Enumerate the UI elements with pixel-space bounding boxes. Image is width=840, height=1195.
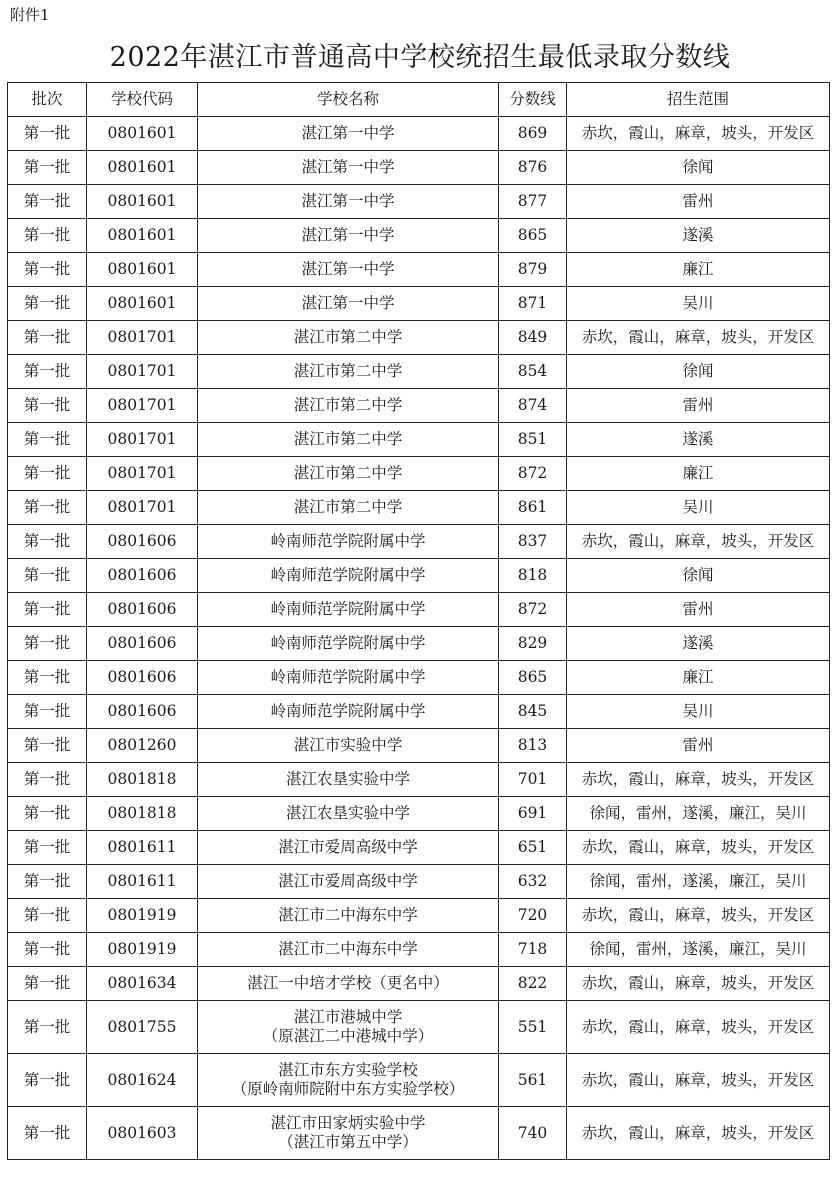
cell-enrollment-area: 赤坎，霞山，麻章，坡头，开发区	[567, 1001, 830, 1054]
cell-school-code: 0801260	[87, 729, 198, 763]
cell-score: 851	[499, 423, 567, 457]
cell-batch: 第一批	[8, 525, 87, 559]
header-batch: 批次	[8, 83, 87, 117]
table-header-row	[8, 83, 830, 117]
cell-school-name	[198, 559, 499, 593]
cell-school-name	[198, 831, 499, 865]
table-row	[8, 1054, 830, 1107]
school-name-text: 湛江一中培才学校（更名中）	[247, 974, 449, 992]
cell-school-name	[198, 185, 499, 219]
cell-batch: 第一批	[8, 627, 87, 661]
cell-enrollment-area: 遂溪	[567, 423, 830, 457]
table-row	[8, 185, 830, 219]
cell-school-code: 0801818	[87, 763, 198, 797]
table-row	[8, 695, 830, 729]
cell-score: 874	[499, 389, 567, 423]
cell-batch: 第一批	[8, 695, 87, 729]
table-row	[8, 831, 830, 865]
cell-batch: 第一批	[8, 287, 87, 321]
cell-batch: 第一批	[8, 933, 87, 967]
cell-school-code: 0801624	[87, 1054, 198, 1107]
cell-school-code: 0801606	[87, 627, 198, 661]
school-name-text: 湛江市港城中学	[293, 1008, 403, 1026]
cell-enrollment-area: 徐闻，雷州，遂溪，廉江，吴川	[567, 797, 830, 831]
school-name-text: 湛江第一中学	[301, 124, 395, 142]
cell-batch: 第一批	[8, 661, 87, 695]
school-name-text: 湛江第一中学	[301, 294, 395, 312]
cell-school-name	[198, 389, 499, 423]
school-name-text: 岭南师范学院附属中学	[270, 668, 426, 686]
cell-enrollment-area: 雷州	[567, 185, 830, 219]
cell-school-code: 0801601	[87, 219, 198, 253]
school-former-name-text: （湛江市第五中学）	[278, 1133, 418, 1151]
cell-enrollment-area: 廉江	[567, 253, 830, 287]
table-row	[8, 729, 830, 763]
cell-score: 872	[499, 593, 567, 627]
school-name-text: 湛江第一中学	[301, 226, 395, 244]
cell-school-code: 0801919	[87, 899, 198, 933]
table-row	[8, 525, 830, 559]
cell-batch: 第一批	[8, 1107, 87, 1160]
cell-score: 865	[499, 219, 567, 253]
cell-score: 551	[499, 1001, 567, 1054]
school-name-text: 湛江市第二中学	[293, 328, 403, 346]
school-name-text: 湛江市第二中学	[293, 362, 403, 380]
cell-enrollment-area: 赤坎，霞山，麻章，坡头，开发区	[567, 899, 830, 933]
cell-batch: 第一批	[8, 117, 87, 151]
cell-school-code: 0801818	[87, 797, 198, 831]
cell-school-name	[198, 865, 499, 899]
table-row	[8, 219, 830, 253]
table-row	[8, 865, 830, 899]
cell-enrollment-area: 赤坎，霞山，麻章，坡头，开发区	[567, 1054, 830, 1107]
cell-enrollment-area: 遂溪	[567, 219, 830, 253]
cell-school-code: 0801606	[87, 593, 198, 627]
cell-school-code: 0801601	[87, 253, 198, 287]
school-name-text: 湛江市二中海东中学	[278, 906, 418, 924]
cell-school-code: 0801701	[87, 423, 198, 457]
cell-enrollment-area: 徐闻，雷州，遂溪，廉江，吴川	[567, 933, 830, 967]
cell-batch: 第一批	[8, 321, 87, 355]
table-row	[8, 559, 830, 593]
school-former-name-text: （原岭南师院附中东方实验学校）	[231, 1080, 465, 1098]
cell-score: 872	[499, 457, 567, 491]
school-name-text: 湛江市爱周高级中学	[278, 838, 418, 856]
cell-enrollment-area: 吴川	[567, 491, 830, 525]
cell-school-name	[198, 525, 499, 559]
table-row	[8, 1107, 830, 1160]
attachment-label: 附件1	[10, 6, 50, 24]
cell-school-name	[198, 695, 499, 729]
cell-enrollment-area: 廉江	[567, 457, 830, 491]
cell-school-code: 0801701	[87, 491, 198, 525]
cell-school-name	[198, 457, 499, 491]
school-name-text: 湛江第一中学	[301, 192, 395, 210]
cell-score: 740	[499, 1107, 567, 1160]
table-row	[8, 899, 830, 933]
cell-enrollment-area: 吴川	[567, 695, 830, 729]
cell-school-name	[198, 117, 499, 151]
table-row	[8, 933, 830, 967]
cell-score: 818	[499, 559, 567, 593]
cell-score: 701	[499, 763, 567, 797]
table-row	[8, 661, 830, 695]
table-body	[8, 117, 830, 1160]
cell-batch: 第一批	[8, 729, 87, 763]
table-row	[8, 491, 830, 525]
cell-school-name	[198, 219, 499, 253]
cell-score: 720	[499, 899, 567, 933]
cell-batch: 第一批	[8, 967, 87, 1001]
school-name-text: 岭南师范学院附属中学	[270, 600, 426, 618]
cell-school-name	[198, 423, 499, 457]
cell-school-name	[198, 355, 499, 389]
cell-school-name	[198, 797, 499, 831]
school-name-text: 湛江农垦实验中学	[285, 770, 410, 788]
cell-score: 871	[499, 287, 567, 321]
cell-score: 822	[499, 967, 567, 1001]
school-name-text: 湛江市东方实验学校	[278, 1061, 418, 1079]
header-code: 学校代码	[87, 83, 198, 117]
cell-batch: 第一批	[8, 1054, 87, 1107]
cell-school-name	[198, 967, 499, 1001]
table-row	[8, 967, 830, 1001]
cell-enrollment-area: 赤坎，霞山，麻章，坡头，开发区	[567, 321, 830, 355]
header-score: 分数线	[499, 83, 567, 117]
school-name-text: 湛江市爱周高级中学	[278, 872, 418, 890]
cell-enrollment-area: 遂溪	[567, 627, 830, 661]
cell-batch: 第一批	[8, 355, 87, 389]
cell-batch: 第一批	[8, 219, 87, 253]
cell-school-name	[198, 253, 499, 287]
school-name-text: 湛江第一中学	[301, 260, 395, 278]
cell-batch: 第一批	[8, 253, 87, 287]
cell-batch: 第一批	[8, 899, 87, 933]
cell-score: 861	[499, 491, 567, 525]
cell-school-name	[198, 491, 499, 525]
cell-school-code: 0801601	[87, 117, 198, 151]
table-row	[8, 797, 830, 831]
cell-enrollment-area: 赤坎，霞山，麻章，坡头，开发区	[567, 831, 830, 865]
header-name: 学校名称	[198, 83, 499, 117]
school-name-text: 岭南师范学院附属中学	[270, 634, 426, 652]
cell-batch: 第一批	[8, 797, 87, 831]
cell-score: 865	[499, 661, 567, 695]
school-name-text: 湛江市第二中学	[293, 498, 403, 516]
cell-batch: 第一批	[8, 865, 87, 899]
cell-score: 829	[499, 627, 567, 661]
cell-enrollment-area: 赤坎，霞山，麻章，坡头，开发区	[567, 1107, 830, 1160]
cell-batch: 第一批	[8, 1001, 87, 1054]
cell-school-name	[198, 899, 499, 933]
cell-enrollment-area: 廉江	[567, 661, 830, 695]
school-name-text: 岭南师范学院附属中学	[270, 532, 426, 550]
school-name-text: 湛江市二中海东中学	[278, 940, 418, 958]
cell-enrollment-area: 赤坎，霞山，麻章，坡头，开发区	[567, 967, 830, 1001]
cell-school-code: 0801606	[87, 661, 198, 695]
cell-batch: 第一批	[8, 763, 87, 797]
cell-batch: 第一批	[8, 185, 87, 219]
cell-score: 561	[499, 1054, 567, 1107]
school-name-text: 湛江市第二中学	[293, 464, 403, 482]
cell-school-name	[198, 627, 499, 661]
school-name-text: 岭南师范学院附属中学	[270, 702, 426, 720]
cell-score: 845	[499, 695, 567, 729]
cell-school-code: 0801606	[87, 525, 198, 559]
cell-school-code: 0801601	[87, 287, 198, 321]
score-table	[7, 82, 830, 1160]
cell-batch: 第一批	[8, 457, 87, 491]
cell-school-code: 0801611	[87, 831, 198, 865]
cell-school-name	[198, 661, 499, 695]
table-row	[8, 763, 830, 797]
cell-school-code: 0801701	[87, 457, 198, 491]
table-row	[8, 117, 830, 151]
table-row	[8, 627, 830, 661]
cell-school-code: 0801701	[87, 355, 198, 389]
cell-enrollment-area: 雷州	[567, 593, 830, 627]
cell-school-code: 0801601	[87, 151, 198, 185]
table-row	[8, 423, 830, 457]
cell-score: 813	[499, 729, 567, 763]
school-name-text: 湛江市田家炳实验中学	[270, 1114, 426, 1132]
table-row	[8, 593, 830, 627]
cell-enrollment-area: 徐闻，雷州，遂溪，廉江，吴川	[567, 865, 830, 899]
cell-school-name	[198, 593, 499, 627]
cell-score: 718	[499, 933, 567, 967]
table-row	[8, 287, 830, 321]
cell-batch: 第一批	[8, 151, 87, 185]
cell-enrollment-area: 徐闻	[567, 151, 830, 185]
cell-school-name	[198, 287, 499, 321]
cell-score: 869	[499, 117, 567, 151]
cell-score: 879	[499, 253, 567, 287]
cell-school-code: 0801634	[87, 967, 198, 1001]
cell-school-name	[198, 1054, 499, 1107]
cell-score: 837	[499, 525, 567, 559]
cell-batch: 第一批	[8, 423, 87, 457]
cell-score: 876	[499, 151, 567, 185]
cell-school-code: 0801603	[87, 1107, 198, 1160]
cell-school-name	[198, 321, 499, 355]
cell-enrollment-area: 赤坎，霞山，麻章，坡头，开发区	[567, 525, 830, 559]
header-area: 招生范围	[567, 83, 830, 117]
cell-score: 691	[499, 797, 567, 831]
table-row	[8, 457, 830, 491]
cell-score: 632	[499, 865, 567, 899]
cell-school-code: 0801606	[87, 695, 198, 729]
cell-enrollment-area: 赤坎，霞山，麻章，坡头，开发区	[567, 763, 830, 797]
school-name-text: 湛江市实验中学	[293, 736, 403, 754]
cell-batch: 第一批	[8, 831, 87, 865]
cell-batch: 第一批	[8, 491, 87, 525]
cell-school-name	[198, 763, 499, 797]
cell-enrollment-area: 徐闻	[567, 559, 830, 593]
cell-school-name	[198, 933, 499, 967]
school-name-text: 湛江市第二中学	[293, 430, 403, 448]
cell-school-code: 0801919	[87, 933, 198, 967]
cell-school-code: 0801606	[87, 559, 198, 593]
cell-school-code: 0801611	[87, 865, 198, 899]
cell-score: 854	[499, 355, 567, 389]
table-row	[8, 151, 830, 185]
cell-school-name	[198, 1001, 499, 1054]
cell-score: 877	[499, 185, 567, 219]
cell-enrollment-area: 雷州	[567, 389, 830, 423]
cell-enrollment-area: 雷州	[567, 729, 830, 763]
cell-enrollment-area: 吴川	[567, 287, 830, 321]
school-name-text: 湛江市第二中学	[293, 396, 403, 414]
cell-batch: 第一批	[8, 593, 87, 627]
cell-school-name	[198, 1107, 499, 1160]
cell-school-code: 0801755	[87, 1001, 198, 1054]
table-row	[8, 355, 830, 389]
cell-school-name	[198, 151, 499, 185]
cell-school-code: 0801701	[87, 389, 198, 423]
school-former-name-text: （原湛江二中港城中学）	[262, 1027, 434, 1045]
cell-enrollment-area: 徐闻	[567, 355, 830, 389]
page-title: 2022年湛江市普通高中学校统招生最低录取分数线	[109, 42, 731, 73]
school-name-text: 岭南师范学院附属中学	[270, 566, 426, 584]
cell-score: 849	[499, 321, 567, 355]
cell-school-code: 0801601	[87, 185, 198, 219]
cell-school-code: 0801701	[87, 321, 198, 355]
cell-school-name	[198, 729, 499, 763]
table-row	[8, 253, 830, 287]
table-row	[8, 321, 830, 355]
table-row	[8, 1001, 830, 1054]
school-name-text: 湛江第一中学	[301, 158, 395, 176]
cell-score: 651	[499, 831, 567, 865]
table-row	[8, 389, 830, 423]
school-name-text: 湛江农垦实验中学	[285, 804, 410, 822]
cell-batch: 第一批	[8, 559, 87, 593]
cell-batch: 第一批	[8, 389, 87, 423]
cell-enrollment-area: 赤坎，霞山，麻章，坡头，开发区	[567, 117, 830, 151]
